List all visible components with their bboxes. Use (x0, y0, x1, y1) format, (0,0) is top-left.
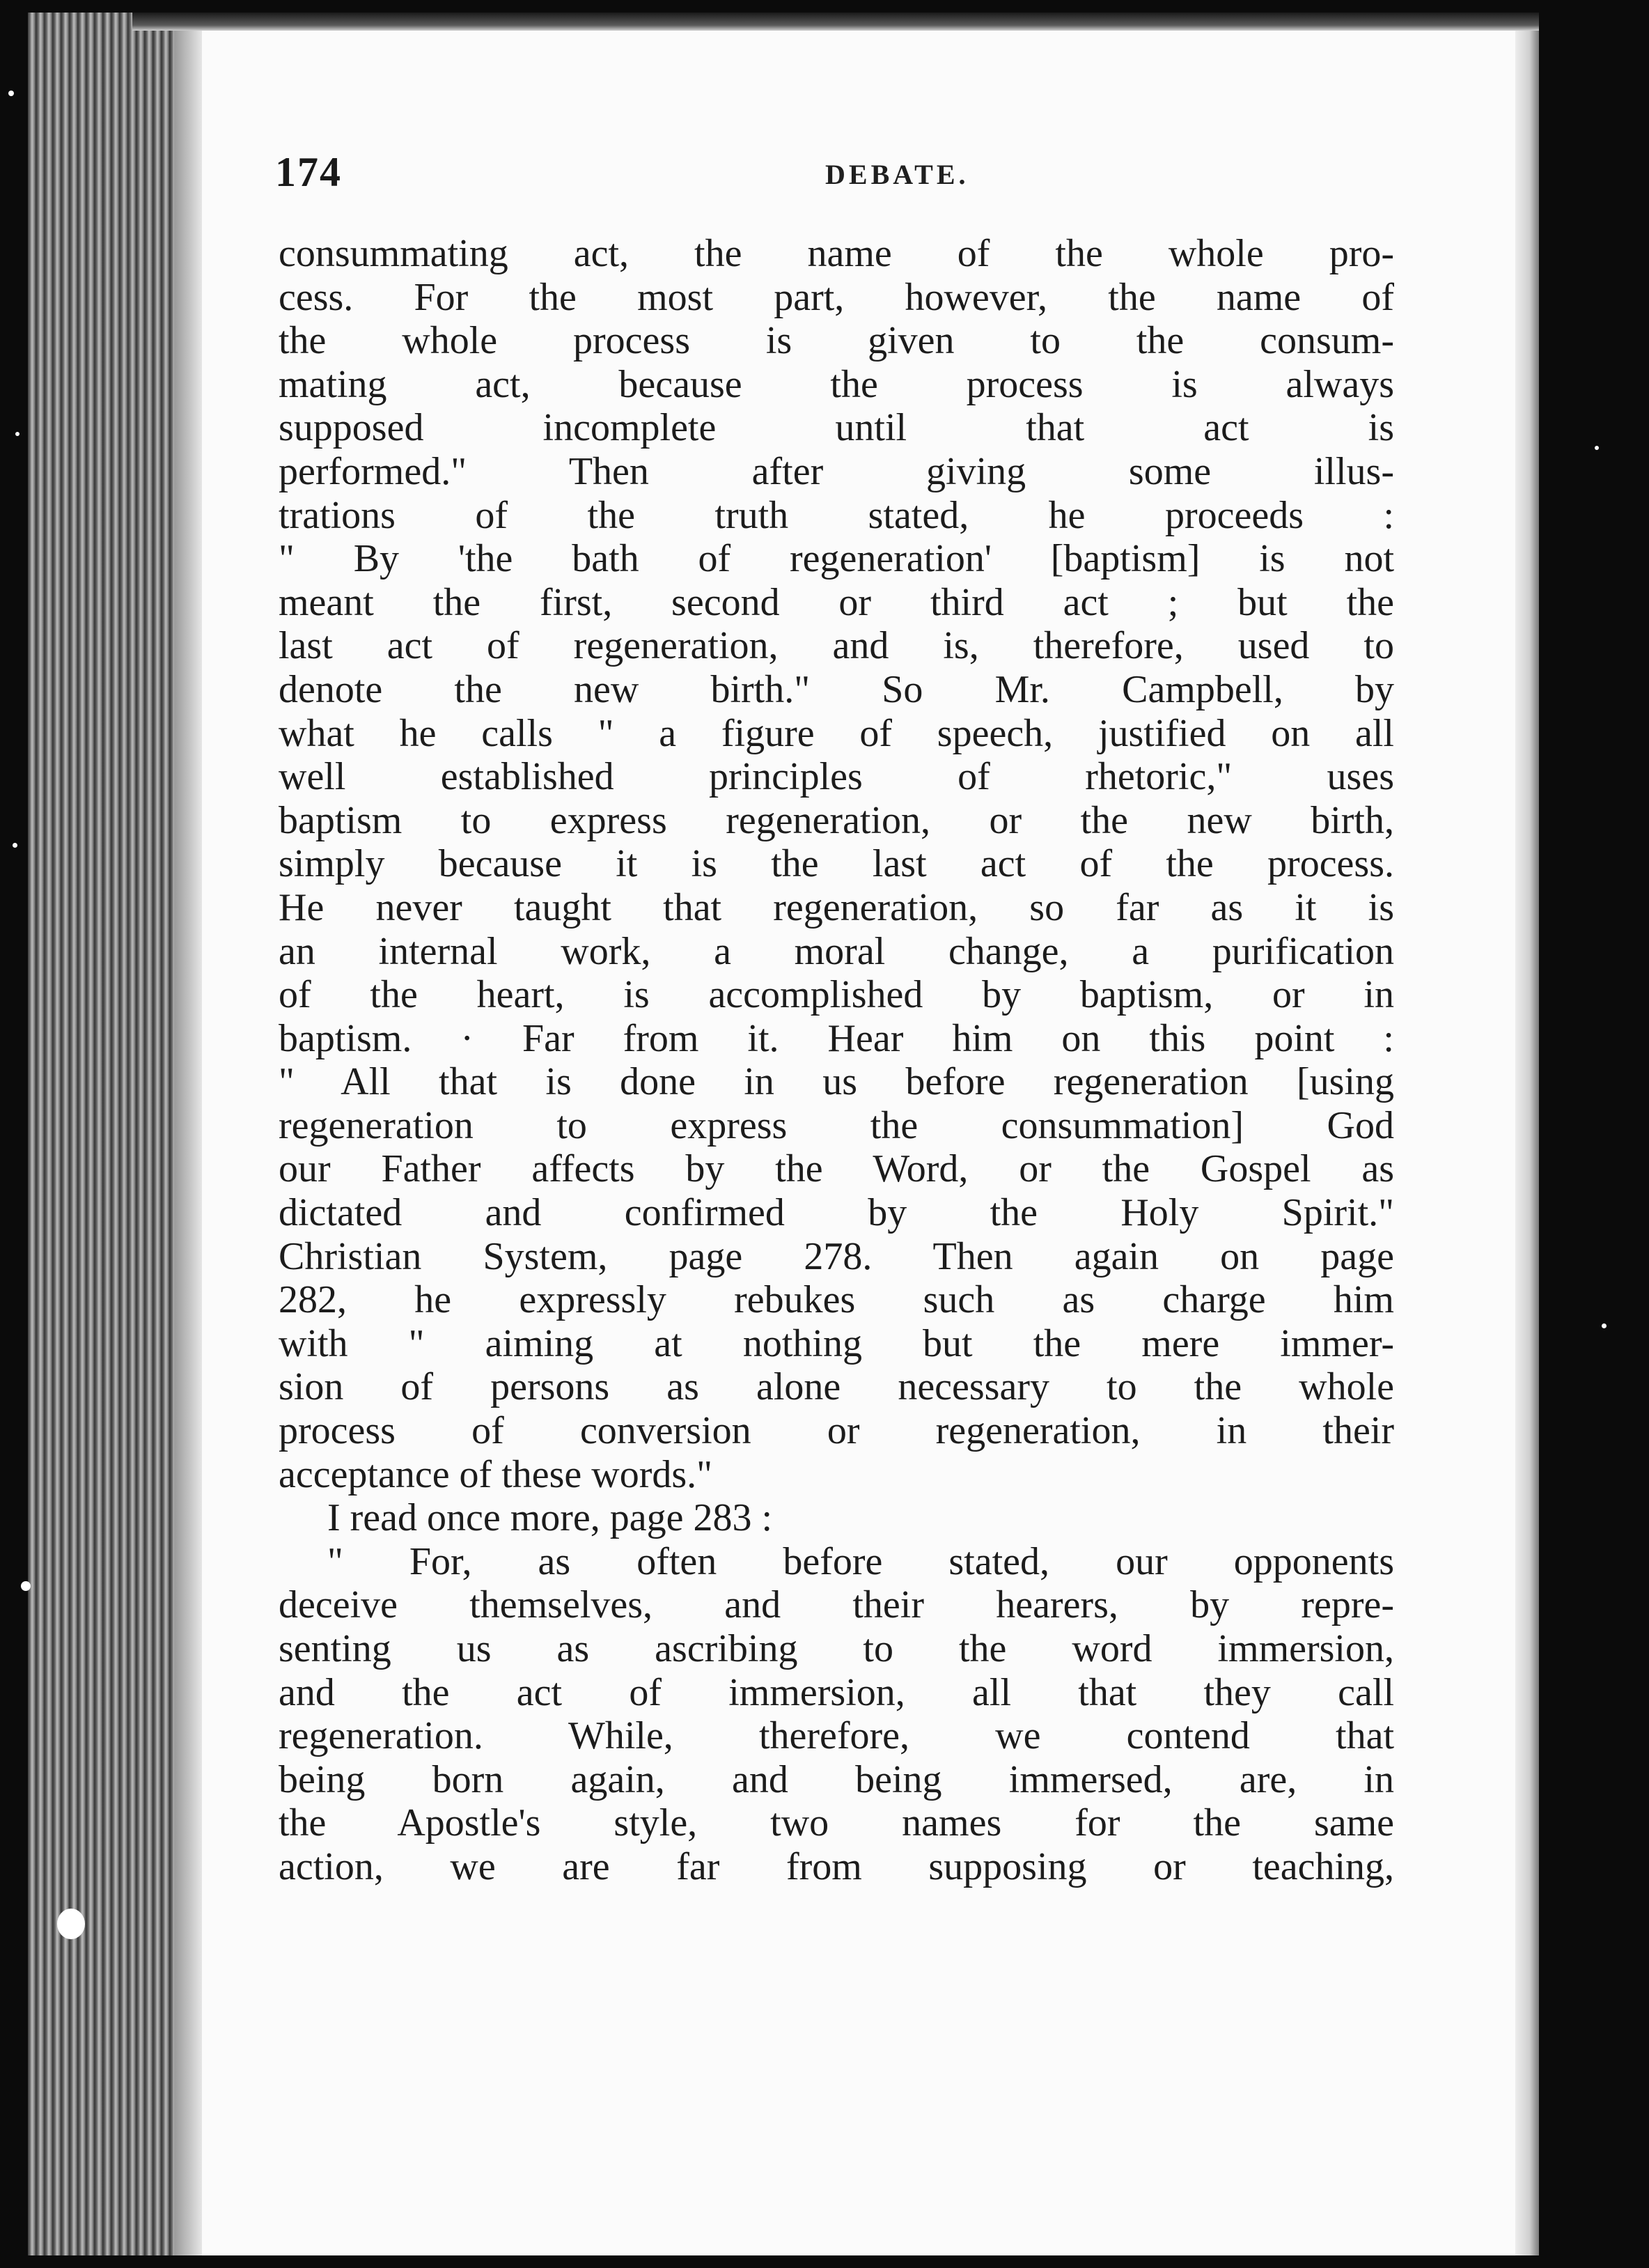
text-line: supposed incomplete until that act is (279, 406, 1394, 450)
text-line: what he calls " a figure of speech, justified on all (279, 711, 1394, 755)
text-line: the Apostle's style, two names for the same (279, 1801, 1394, 1845)
page-number: 174 (275, 149, 342, 195)
page-header (275, 148, 1403, 211)
text-line: well established principles of rhetoric," uses (279, 755, 1394, 799)
text-line: trations of the truth stated, he proceeds : (279, 493, 1394, 537)
text-line: regeneration. While, therefore, we contend that (279, 1714, 1394, 1758)
text-line: action, we are far from supposing or teaching, (279, 1844, 1394, 1888)
text-line: Christian System, page 278. Then again on page (279, 1234, 1394, 1278)
text-line: mating act, because the process is always (279, 362, 1394, 406)
text-line: consummating act, the name of the whole pro- (279, 232, 1394, 275)
text-line: " All that is done in us before regeneration [using (279, 1060, 1394, 1104)
text-line: I read once more, page 283 : (327, 1496, 773, 1540)
dust-speck (1602, 1323, 1607, 1328)
text-line: deceive themselves, and their hearers, by repre- (279, 1583, 1394, 1627)
text-line: an internal work, a moral change, a purification (279, 929, 1394, 973)
text-line: He never taught that regeneration, so far as it is (279, 885, 1394, 929)
dust-speck (15, 432, 19, 436)
text-line: of the heart, is accomplished by baptism, or in (279, 973, 1394, 1017)
text-line: denote the new birth." So Mr. Campbell, by (279, 667, 1394, 711)
text-line: regeneration to express the consummation] God (279, 1103, 1394, 1147)
text-line: process of conversion or regeneration, in their (279, 1409, 1394, 1453)
text-line: being born again, and being immersed, are, in (279, 1757, 1394, 1801)
dust-speck (8, 91, 14, 96)
dust-speck (1595, 446, 1599, 450)
text-line: baptism. · Far from it. Hear him on this point : (279, 1016, 1394, 1060)
text-line: 282, he expressly rebukes such as charge him (279, 1278, 1394, 1322)
text-line: dictated and confirmed by the Holy Spirit." (279, 1191, 1394, 1235)
text-line: " By 'the bath of regeneration' [baptism] is not (279, 537, 1394, 581)
dust-speck (13, 843, 17, 848)
text-line: senting us as ascribing to the word immersion, (279, 1627, 1394, 1670)
page-edges (28, 13, 202, 2255)
running-head: DEBATE. (825, 159, 969, 190)
text-line: and the act of immersion, all that they call (279, 1670, 1394, 1714)
text-line: baptism to express regeneration, or the new birth, (279, 798, 1394, 842)
dust-speck (21, 1581, 31, 1591)
text-line: cess. For the most part, however, the name of (279, 275, 1394, 319)
text-line: acceptance of these words." (279, 1452, 712, 1496)
text-line: " For, as often before stated, our opponents (327, 1539, 1394, 1583)
body-text (279, 232, 1394, 1889)
text-line: sion of persons as alone necessary to the whole (279, 1365, 1394, 1409)
dust-speck (57, 1909, 85, 1939)
page-right-edge (1515, 31, 1539, 2255)
text-line: the whole process is given to the consum- (279, 319, 1394, 363)
text-line: performed." Then after giving some illus- (279, 449, 1394, 493)
top-binding-edge (132, 13, 1539, 31)
text-line: last act of regeneration, and is, therefore, used to (279, 624, 1394, 668)
text-line: our Father affects by the Word, or the Gospel as (279, 1147, 1394, 1191)
text-line: meant the first, second or third act ; but the (279, 580, 1394, 624)
text-line: simply because it is the last act of the process. (279, 842, 1394, 886)
text-line: with " aiming at nothing but the mere immer- (279, 1321, 1394, 1365)
